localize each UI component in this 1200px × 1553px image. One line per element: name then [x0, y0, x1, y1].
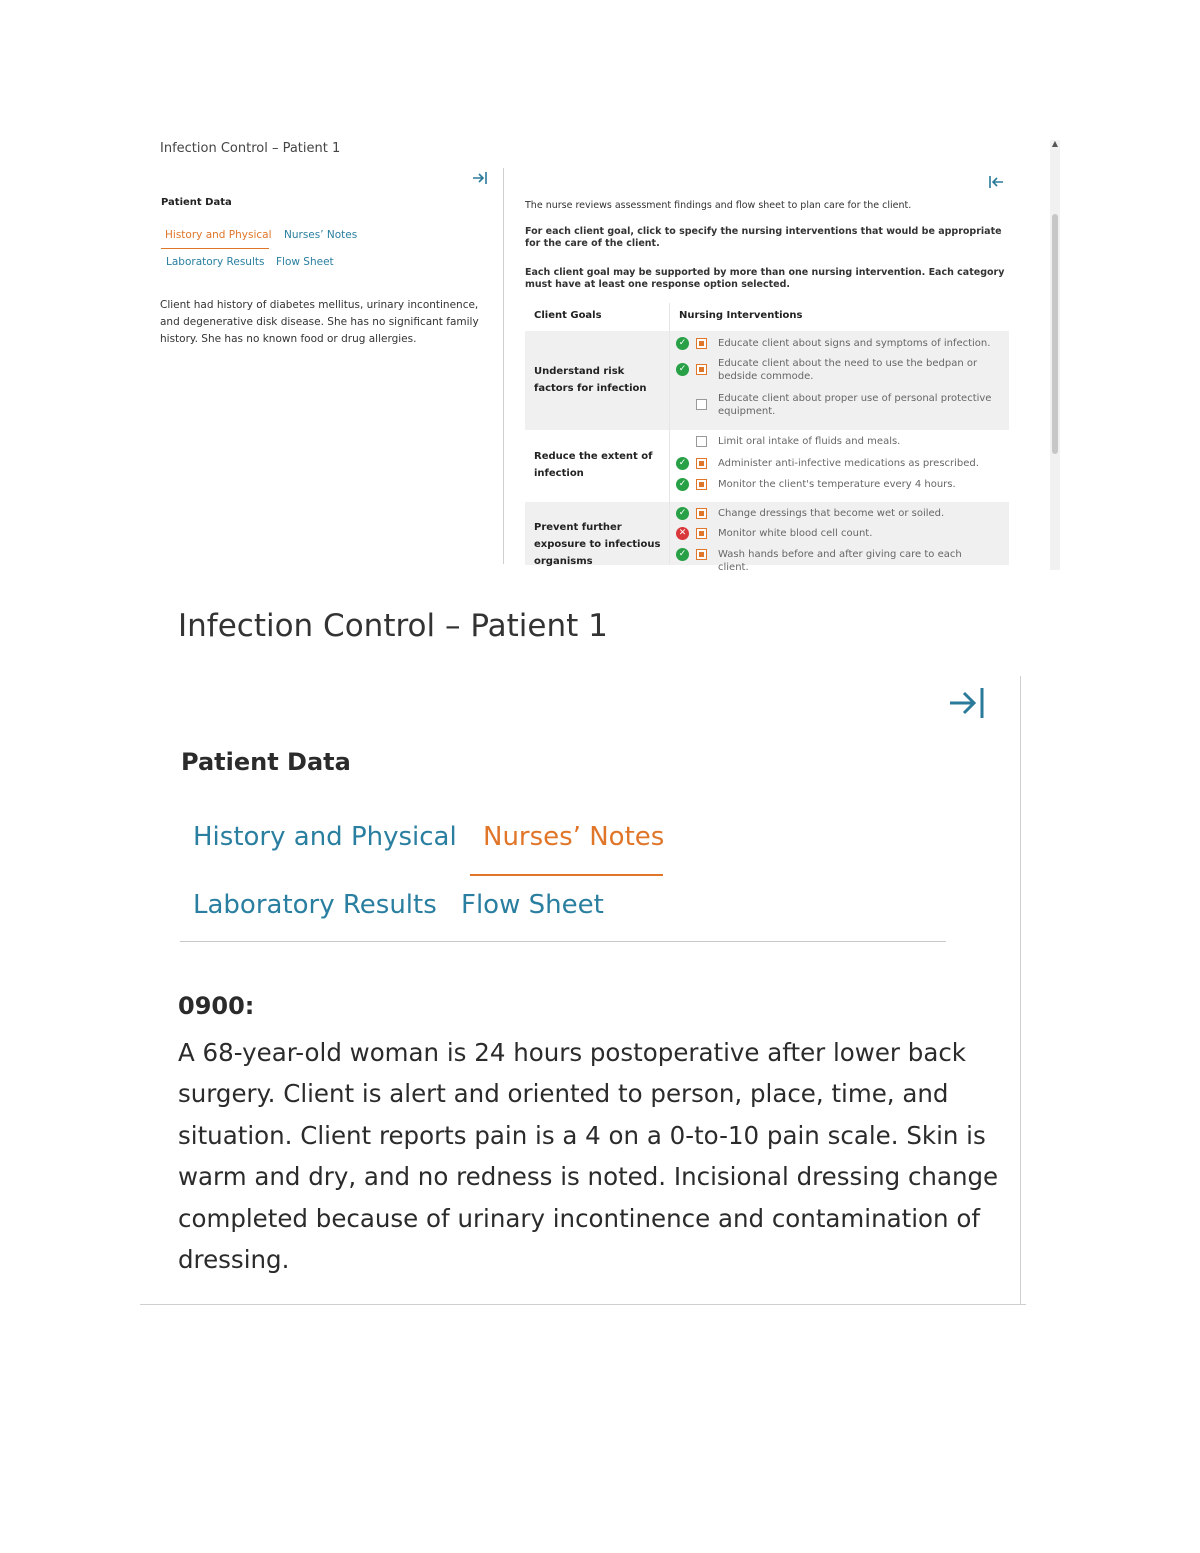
correct-icon: ✓ [676, 363, 689, 376]
instruction-line: Each client goal may be supported by more than one nursing intervention. Each category must have at least one response option selected. [525, 267, 1005, 290]
correct-icon: ✓ [676, 337, 689, 350]
note-time: 0900: [178, 992, 255, 1020]
table-row: Understand risk factors for infection ✓ Educate client about signs and symptoms of infection. ✓ Educate client about the need to use the bedpan or bedside commode. Educate client about proper use of personal protective equipment. [525, 331, 1009, 430]
column-divider [669, 303, 670, 565]
active-tab-indicator [161, 248, 269, 249]
col-header-nursing-interventions: Nursing Interventions [679, 310, 803, 321]
history-text: Client had history of diabetes mellitus, urinary incontinence, and degenerative disk disease. She has no significant family history. She has no known food or drug allergies. [160, 299, 479, 345]
checkbox-unchecked[interactable] [696, 399, 707, 410]
incorrect-icon: ✕ [676, 527, 689, 540]
col-header-client-goals: Client Goals [534, 310, 602, 321]
collapse-right-icon[interactable] [948, 686, 986, 729]
table-row: Prevent further exposure to infectious organisms ✓ Change dressings that become wet or soiled. ✕ Monitor white blood cell count. ✓ Wash hands before and after giving care to each client. [525, 502, 1009, 565]
tab-history-and-physical[interactable]: History and Physical [193, 822, 457, 852]
tab-nurses-notes[interactable]: Nurses’ Notes [483, 822, 665, 852]
scroll-up-icon[interactable]: ▲ [1051, 139, 1059, 148]
checkbox-checked[interactable] [696, 364, 707, 375]
correct-icon: ✓ [676, 548, 689, 561]
checkbox-unchecked[interactable] [696, 436, 707, 447]
tab-laboratory-results[interactable]: Laboratory Results [193, 890, 437, 920]
checkbox-checked[interactable] [696, 549, 707, 560]
checkbox-checked[interactable] [696, 479, 707, 490]
correct-icon: ✓ [676, 457, 689, 470]
correct-icon: ✓ [676, 507, 689, 520]
checkbox-checked[interactable] [696, 338, 707, 349]
nurses-note-text: A 68-year-old woman is 24 hours postoperative after lower back surgery. Client is alert and oriented to person, place, time, and situation. Client reports pain is a 4 on a 0-to-10 pain scale. Skin is warm and dry, and no redness is noted. Incisional dressing change completed because of urinary incontinence and contamination of dressing. [178, 1038, 999, 1275]
collapse-right-icon[interactable] [472, 170, 488, 189]
client-goal: Reduce the extent of infection [534, 451, 653, 479]
patient-data-heading: Patient Data [161, 197, 232, 208]
tabs-divider [180, 941, 946, 942]
client-goal: Prevent further exposure to infectious organisms [534, 522, 661, 567]
checkbox-checked[interactable] [696, 528, 707, 539]
scrollbar-thumb[interactable] [1052, 214, 1058, 454]
correct-icon: ✓ [676, 478, 689, 491]
tab-nurses-notes[interactable]: Nurses’ Notes [284, 229, 358, 241]
instruction-line: For each client goal, click to specify the nursing interventions that would be appropriate for the care of the client. [525, 226, 1002, 249]
instruction-line: The nurse reviews assessment findings and flow sheet to plan care for the client. [525, 200, 912, 211]
panel-bottom-border [140, 1304, 1026, 1305]
page-title: Infection Control – Patient 1 [160, 141, 341, 156]
zoomed-page-title: Infection Control – Patient 1 [178, 608, 608, 644]
tab-flow-sheet[interactable]: Flow Sheet [276, 256, 334, 268]
panel-divider[interactable] [1020, 676, 1021, 1304]
panel-divider[interactable] [503, 168, 504, 564]
client-goal: Understand risk factors for infection [534, 366, 647, 394]
patient-data-heading: Patient Data [181, 748, 351, 776]
table-row: Reduce the extent of infection Limit oral intake of fluids and meals. ✓ Administer anti-infective medications as prescribed. ✓ Monitor the client's temperature every 4 hours. [525, 430, 1009, 502]
table-header [525, 303, 1009, 332]
active-tab-indicator [470, 874, 663, 876]
checkbox-checked[interactable] [696, 508, 707, 519]
tab-flow-sheet[interactable]: Flow Sheet [461, 890, 604, 920]
tab-laboratory-results[interactable]: Laboratory Results [166, 256, 265, 268]
expand-left-icon[interactable] [988, 174, 1004, 193]
tab-history-and-physical[interactable]: History and Physical [165, 229, 272, 241]
checkbox-checked[interactable] [696, 458, 707, 469]
